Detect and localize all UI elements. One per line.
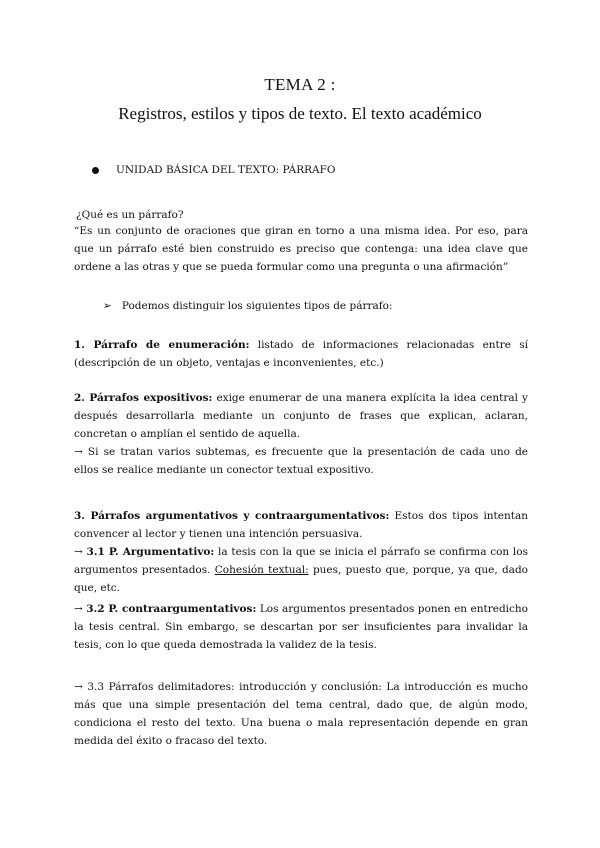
section-text: Estos dos tipos intentan convencer al lector y tienen una intención persuasiva.	[74, 510, 528, 540]
definition-quote: “Es un conjunto de oraciones que giran en torno a una misma idea. Por eso, para que un párrafo esté bien construido es preciso que contenga: una idea clave que ordene a las otras y que se pueda formular como una pregunta o una afirmación”	[74, 225, 528, 273]
section-label: 3.2 P. contraargumentativos:	[86, 603, 257, 615]
section-text: exige enumerar de una manera explícita la idea central y después desarrollarla mediante un conjunto de frases que explican, aclaran, concretan o amplían el sentido de aquella.	[74, 392, 528, 440]
page-subtitle: Registros, estilos y tipos de texto. El texto académico	[118, 104, 482, 123]
section-text: listado de informaciones relacionadas entre sí (descripción de un objeto, ventajas e inconvenientes, etc.)	[74, 339, 528, 369]
cohesion-label: Cohesión textual:	[214, 564, 309, 576]
section-note: → Si se tratan varios subtemas, es frecuente que la presentación de cada uno de ellos se realice mediante un conector textual expositivo.	[74, 446, 528, 476]
subsection-label: 3.1 P. Argumentativo:	[86, 546, 215, 558]
intro-line	[103, 300, 393, 312]
section-expositivos	[74, 389, 528, 479]
intro-text: Podemos distinguir los siguientes tipos de párrafo:	[121, 300, 393, 312]
section-contraargumentativos	[74, 600, 528, 654]
arrow-icon: →	[74, 603, 87, 615]
bullet-text: UNIDAD BÁSICA DEL TEXTO: PÁRRAFO	[116, 164, 336, 176]
page-title: TEMA 2 :	[264, 75, 336, 94]
section-label: 3. Párrafos argumentativos y contraargumentativos:	[74, 510, 390, 522]
section-delimitadores: → 3.3 Párrafos delimitadores: introducción y conclusión: La introducción es mucho más que una simple presentación del tema central, dado que, de algún modo, condiciona el resto del texto. Una buena o mala representación depende en gran medida del éxito o fracaso del texto.	[74, 681, 528, 747]
question-text: ¿Qué es un párrafo?	[76, 209, 184, 221]
arrow-icon: →	[74, 546, 87, 558]
section-argumentativos	[74, 507, 528, 597]
section-label: 2. Párrafos expositivos:	[74, 392, 213, 404]
section-enumeracion	[74, 336, 528, 372]
subsection-text: la tesis con la que se inicia el párrafo se confirma con los argumentos presentados.	[74, 546, 528, 576]
bullet-dot-icon	[92, 167, 99, 174]
section-label: 1. Párrafo de enumeración:	[74, 339, 250, 351]
bullet-item	[92, 164, 336, 176]
arrow-bullet-icon: ➢	[103, 300, 112, 312]
section-text: Los argumentos presentados ponen en entredicho la tesis central. Sin embargo, se descartan por ser insuficientes para invalidar la tesis, con lo que queda demostrada la validez de la tesis.	[74, 603, 529, 651]
cohesion-text: pues, puesto que, porque, ya que, dado que, etc.	[74, 564, 528, 594]
